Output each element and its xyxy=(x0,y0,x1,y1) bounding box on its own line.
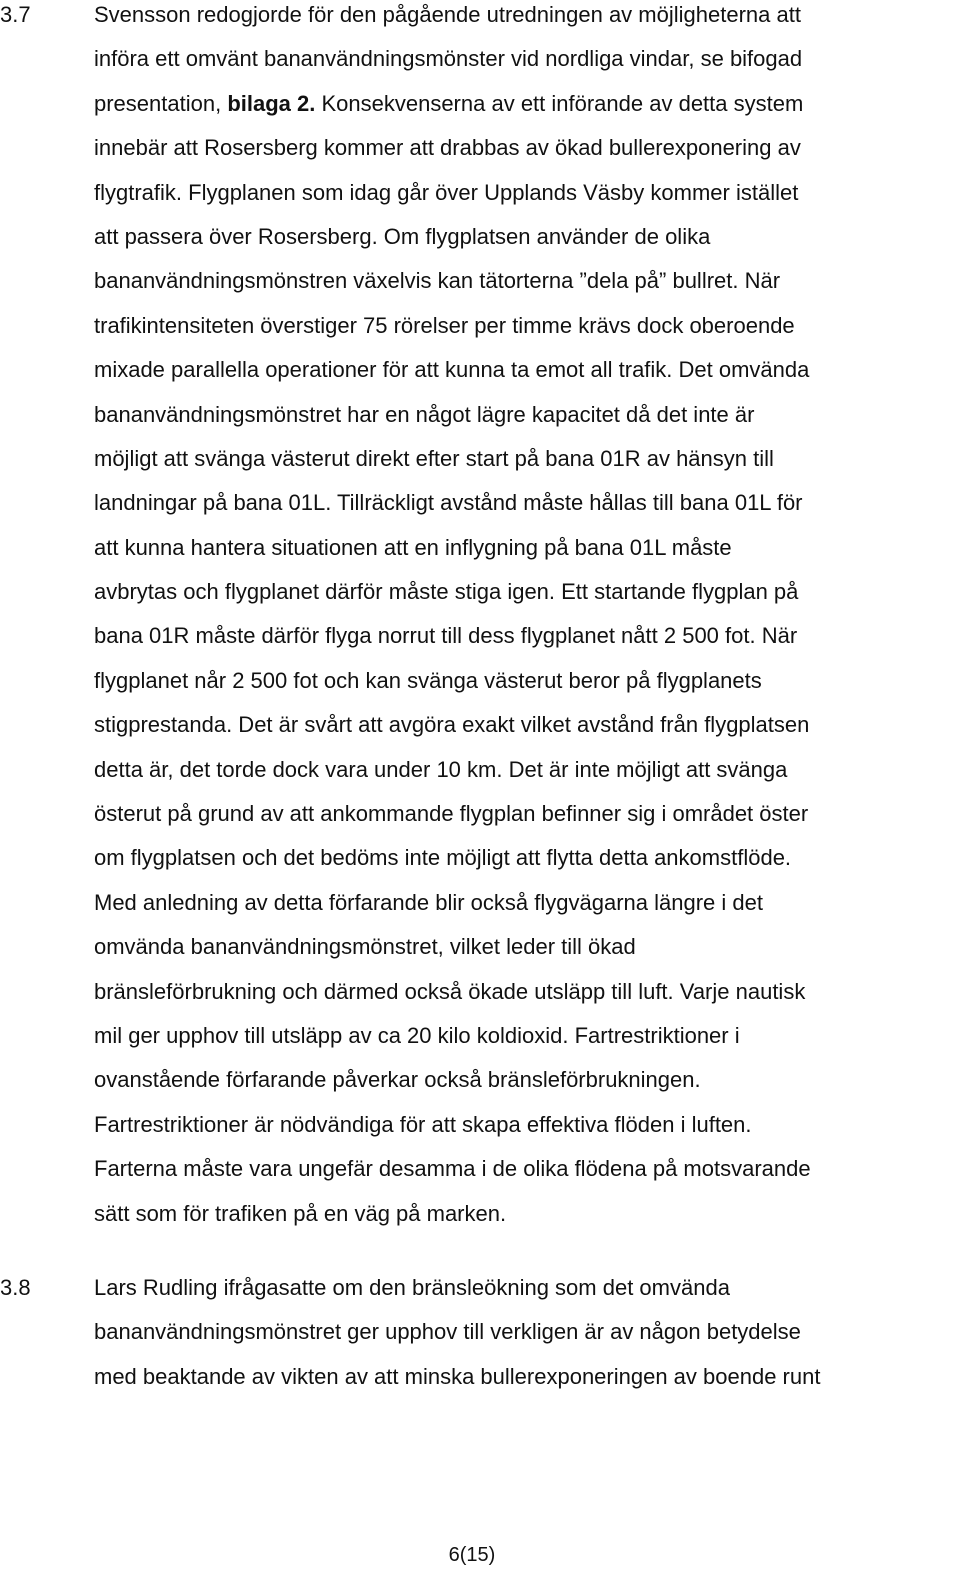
text-line xyxy=(94,792,960,836)
text-segment: med beaktande av vikten av att minska bullerexponeringen av boende runt xyxy=(94,1363,821,1389)
text-segment: trafikintensiteten överstiger 75 rörelser per timme krävs dock oberoende xyxy=(94,312,795,338)
section-body xyxy=(94,0,960,1236)
text-line xyxy=(94,37,960,81)
text-segment: sätt som för trafiken på en väg på marken. xyxy=(94,1200,507,1226)
text-segment: detta är, det torde dock vara under 10 km. Det är inte möjligt att svänga xyxy=(94,756,788,782)
text-line xyxy=(94,925,960,969)
text-line xyxy=(94,570,960,614)
section-number: 3.7 xyxy=(0,2,31,27)
text-line xyxy=(94,748,960,792)
page-number: 6(15) xyxy=(448,1544,496,1566)
text-segment: stigprestanda. Det är svårt att avgöra exakt vilket avstånd från flygplatsen xyxy=(94,712,810,738)
text-line xyxy=(94,393,960,437)
text-segment: Lars Rudling ifrågasatte om den bränsleökning som det omvända xyxy=(94,1275,730,1300)
text-line xyxy=(94,171,960,215)
text-segment: mil ger upphov till utsläpp av ca 20 kilo koldioxid. Fartrestriktioner i xyxy=(94,1022,740,1048)
text-line xyxy=(94,1192,960,1236)
text-segment: att kunna hantera situationen att en inflygning på bana 01L måste xyxy=(94,534,732,560)
text-segment: österut på grund av att ankommande flygplan befinner sig i området öster xyxy=(94,801,809,827)
text-segment: bananvändningsmönstret ger upphov till verkligen är av någon betydelse xyxy=(94,1319,801,1345)
text-segment: omvända bananvändningsmönstret, vilket leder till ökad xyxy=(94,934,636,960)
text-line xyxy=(94,970,960,1014)
text-segment: ovanstående förfarande påverkar också bränsleförbrukningen. xyxy=(94,1067,701,1093)
text-segment: innebär att Rosersberg kommer att drabbas av ökad bullerexponering av xyxy=(94,135,801,161)
text-segment: flygplanet når 2 500 fot och kan svänga västerut beror på flygplanets xyxy=(94,667,762,693)
text-line xyxy=(94,126,960,170)
text-line xyxy=(94,215,960,259)
text-line xyxy=(94,703,960,747)
text-segment: avbrytas och flygplanet därför måste stiga igen. Ett startande flygplan på xyxy=(94,579,799,605)
text-line xyxy=(94,614,960,658)
text-line xyxy=(94,0,960,37)
text-segment: Med anledning av detta förfarande blir också flygvägarna längre i det xyxy=(94,889,763,915)
text-segment: bana 01R måste därför flyga norrut till dess flygplanet nått 2 500 fot. När xyxy=(94,623,798,649)
text-segment: att passera över Rosersberg. Om flygplatsen använder de olika xyxy=(94,223,711,249)
text-line xyxy=(94,481,960,525)
text-segment: bananvändningsmönstret har en något lägre kapacitet då det inte är xyxy=(94,401,755,427)
text-line xyxy=(94,259,960,303)
text-line xyxy=(94,1310,960,1354)
bold-reference: bilaga 2. xyxy=(227,90,316,116)
text-segment: landningar på bana 01L. Tillräckligt avstånd måste hållas till bana 01L för xyxy=(94,490,803,516)
text-line xyxy=(94,1355,960,1399)
text-line xyxy=(94,304,960,348)
text-segment: Svensson redogjorde för den pågående utredningen av möjligheterna att xyxy=(94,2,801,27)
text-line xyxy=(94,1014,960,1058)
text-segment: Farterna måste vara ungefär desamma i de olika flödena på motsvarande xyxy=(94,1156,811,1182)
text-segment: flygtrafik. Flygplanen som idag går över Upplands Väsby kommer istället xyxy=(94,179,799,205)
text-segment: om flygplatsen och det bedöms inte möjligt att flytta detta ankomstflöde. xyxy=(94,845,792,871)
text-line xyxy=(94,1147,960,1191)
text-segment: Fartrestriktioner är nödvändiga för att skapa effektiva flöden i luften. xyxy=(94,1111,752,1137)
text-line xyxy=(94,526,960,570)
text-segment: möjligt att svänga västerut direkt efter start på bana 01R av hänsyn till xyxy=(94,445,774,471)
text-segment: bränsleförbrukning och därmed också ökade utsläpp till luft. Varje nautisk xyxy=(94,978,806,1004)
text-segment: Konsekvenserna av ett införande av detta system xyxy=(315,90,804,116)
text-segment: mixade parallella operationer för att kunna ta emot all trafik. Det omvända xyxy=(94,357,810,383)
text-line xyxy=(94,1103,960,1147)
section-body xyxy=(94,1266,960,1399)
text-line xyxy=(94,437,960,481)
text-segment: införa ett omvänt bananvändningsmönster vid nordliga vindar, se bifogad xyxy=(94,46,803,72)
text-line xyxy=(94,1266,960,1310)
text-line xyxy=(94,836,960,880)
text-segment: presentation, xyxy=(94,90,228,116)
text-segment: bananvändningsmönstren växelvis kan tätorterna ”dela på” bullret. När xyxy=(94,268,781,294)
text-line xyxy=(94,1058,960,1102)
text-line xyxy=(94,348,960,392)
text-line xyxy=(94,659,960,703)
text-line xyxy=(94,881,960,925)
text-line xyxy=(94,82,960,126)
section-number: 3.8 xyxy=(0,1275,31,1300)
